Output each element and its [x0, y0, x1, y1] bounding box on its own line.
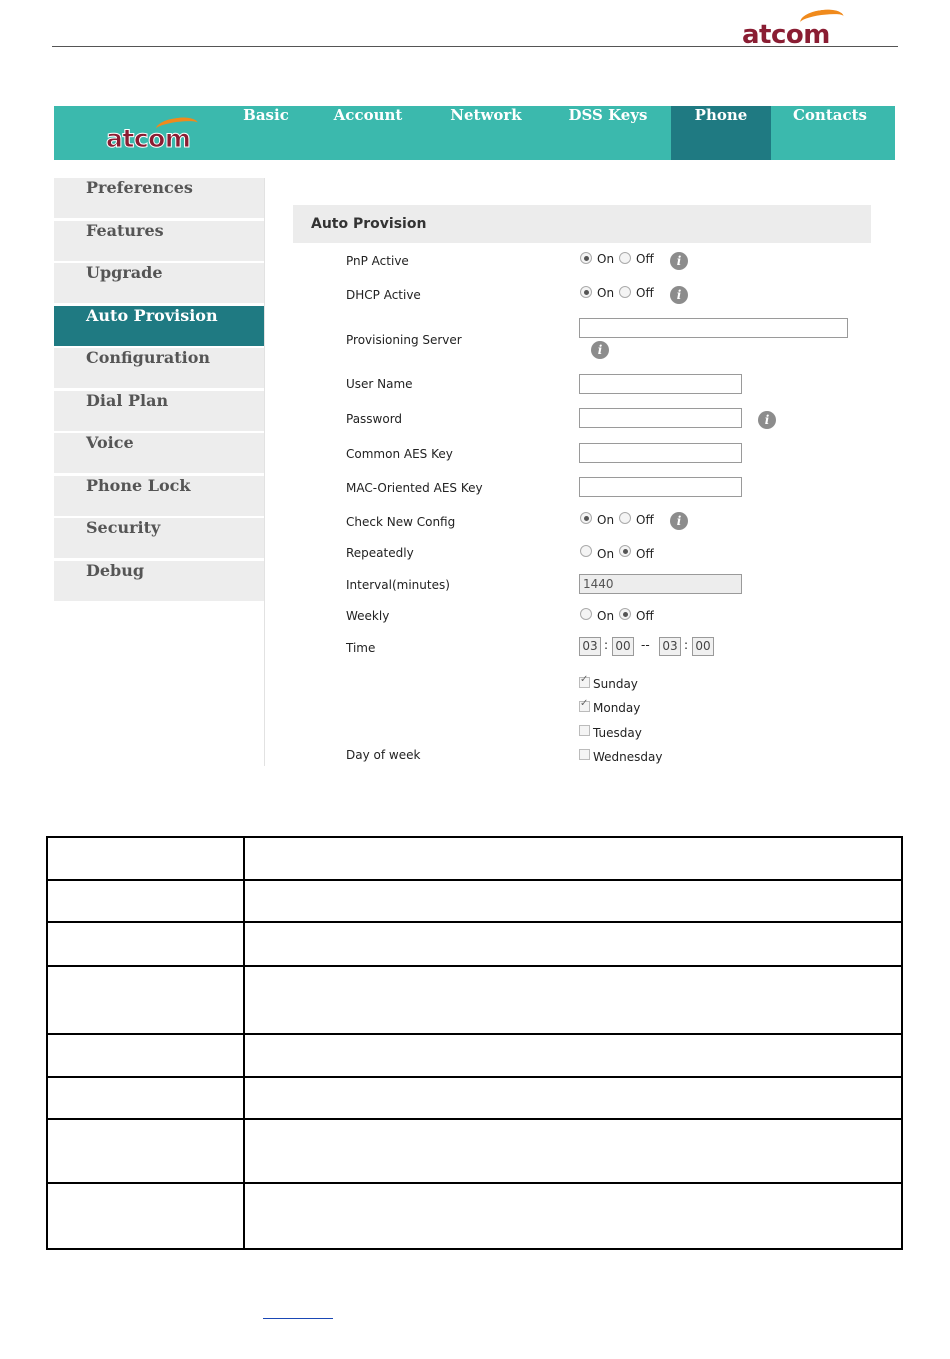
interval-input[interactable]: 1440 [579, 574, 742, 594]
top-navbar [54, 106, 895, 160]
table-cell [244, 1034, 902, 1077]
sidebar-item-phone-lock[interactable]: Phone Lock [54, 476, 264, 516]
table-cell [47, 1034, 244, 1077]
table-row [47, 837, 902, 880]
sidebar-divider [264, 178, 265, 766]
weekly-off-label: Off [636, 609, 654, 623]
description-table [46, 836, 903, 1250]
section-header [293, 205, 871, 243]
table-cell [47, 922, 244, 965]
provisioning-server-input[interactable] [579, 318, 848, 338]
table-cell [244, 922, 902, 965]
check-new-config-info-icon[interactable]: i [670, 512, 688, 530]
repeatedly-label: Repeatedly [346, 546, 414, 560]
common-aes-key-input[interactable] [579, 443, 742, 463]
sunday-label: Sunday [593, 677, 638, 691]
navbar-logo[interactable] [106, 116, 202, 152]
sidebar-item-configuration[interactable]: Configuration [54, 348, 264, 388]
dhcp-active-off-radio[interactable] [619, 286, 631, 298]
sidebar-item-debug[interactable]: Debug [54, 561, 264, 601]
table-row [47, 1034, 902, 1077]
table-row [47, 1077, 902, 1119]
table-cell [244, 966, 902, 1034]
dhcp-active-on-label: On [597, 286, 615, 300]
weekly-off-radio[interactable] [619, 608, 631, 620]
sidebar [54, 178, 264, 603]
repeatedly-off-radio[interactable] [619, 545, 631, 557]
table-row [47, 1119, 902, 1182]
provisioning-server-label: Provisioning Server [346, 333, 462, 347]
pnp-active-label: PnP Active [346, 254, 409, 268]
tab-contacts[interactable]: Contacts [792, 106, 867, 124]
end-hour-input[interactable]: 03 [659, 637, 681, 656]
sidebar-item-upgrade[interactable]: Upgrade [54, 263, 264, 303]
check-new-config-label: Check New Config [346, 515, 456, 529]
pnp-active-on-radio[interactable] [580, 252, 592, 264]
start-minute-input[interactable]: 00 [612, 637, 634, 656]
table-cell [244, 1119, 902, 1182]
time-label: Time [346, 641, 376, 655]
sidebar-item-auto-provision[interactable]: Auto Provision [54, 306, 264, 346]
header-divider [52, 46, 898, 47]
footer-link-underline[interactable] [263, 1318, 333, 1319]
table-cell [244, 880, 902, 922]
table-cell [47, 966, 244, 1034]
repeatedly-on-radio[interactable] [580, 545, 592, 557]
user-name-label: User Name [346, 377, 413, 391]
sidebar-item-features[interactable]: Features [54, 221, 264, 261]
time-colon-end: : [684, 638, 689, 652]
time-colon-start: : [604, 638, 609, 652]
wednesday-label: Wednesday [593, 750, 663, 764]
table-cell [47, 837, 244, 880]
end-minute-input[interactable]: 00 [692, 637, 714, 656]
repeatedly-on-label: On [597, 547, 615, 561]
repeatedly-off-label: Off [636, 547, 654, 561]
dhcp-active-label: DHCP Active [346, 288, 421, 302]
tuesday-label: Tuesday [593, 726, 642, 740]
sidebar-item-preferences[interactable]: Preferences [54, 178, 264, 218]
monday-label: Monday [593, 701, 641, 715]
monday-checkbox[interactable] [579, 701, 590, 712]
table-row [47, 922, 902, 965]
table-cell [47, 1183, 244, 1249]
tab-network[interactable]: Network [450, 106, 522, 124]
section-title: Auto Provision [311, 216, 427, 232]
table-cell [47, 1119, 244, 1182]
tab-dss-keys[interactable]: DSS Keys [568, 106, 648, 124]
tuesday-checkbox[interactable] [579, 725, 590, 736]
logo-text: atcom [742, 20, 830, 50]
atcom-logo [742, 10, 847, 50]
weekly-label: Weekly [346, 609, 390, 623]
provisioning-server-info-icon[interactable]: i [591, 341, 609, 359]
tab-basic[interactable]: Basic [243, 106, 289, 124]
time-range-dash: -- [641, 638, 650, 652]
pnp-active-off-radio[interactable] [619, 252, 631, 264]
weekly-on-radio[interactable] [580, 608, 592, 620]
weekly-on-label: On [597, 609, 615, 623]
sunday-checkbox[interactable] [579, 677, 590, 688]
password-input[interactable] [579, 408, 742, 428]
tab-account[interactable]: Account [333, 106, 403, 124]
mac-aes-key-input[interactable] [579, 477, 742, 497]
day-of-week-label: Day of week [346, 748, 421, 762]
sidebar-item-dial-plan[interactable]: Dial Plan [54, 391, 264, 431]
table-cell [244, 837, 902, 880]
navbar-logo-text: atcom [106, 124, 191, 153]
table-cell [244, 1183, 902, 1249]
sidebar-item-voice[interactable]: Voice [54, 433, 264, 473]
check-new-config-off-radio[interactable] [619, 512, 631, 524]
check-new-config-on-radio[interactable] [580, 512, 592, 524]
sidebar-item-security[interactable]: Security [54, 518, 264, 558]
check-new-config-off-label: Off [636, 513, 654, 527]
table-row [47, 880, 902, 922]
tab-phone[interactable]: Phone [671, 106, 771, 160]
table-cell [47, 880, 244, 922]
pnp-active-on-label: On [597, 252, 615, 266]
interval-label: Interval(minutes) [346, 578, 450, 592]
table-cell [244, 1077, 902, 1119]
dhcp-active-off-label: Off [636, 286, 654, 300]
dhcp-active-on-radio[interactable] [580, 286, 592, 298]
pnp-info-icon[interactable]: i [670, 252, 688, 270]
start-hour-input[interactable]: 03 [579, 637, 601, 656]
password-label: Password [346, 412, 403, 426]
mac-aes-key-label: MAC-Oriented AES Key [346, 481, 483, 495]
table-cell [47, 1077, 244, 1119]
table-row [47, 1183, 902, 1249]
common-aes-key-label: Common AES Key [346, 447, 453, 461]
pnp-active-off-label: Off [636, 252, 654, 266]
wednesday-checkbox[interactable] [579, 749, 590, 760]
dhcp-info-icon[interactable]: i [670, 286, 688, 304]
user-name-input[interactable] [579, 374, 742, 394]
table-row [47, 966, 902, 1034]
check-new-config-on-label: On [597, 513, 615, 527]
password-info-icon[interactable]: i [758, 411, 776, 429]
